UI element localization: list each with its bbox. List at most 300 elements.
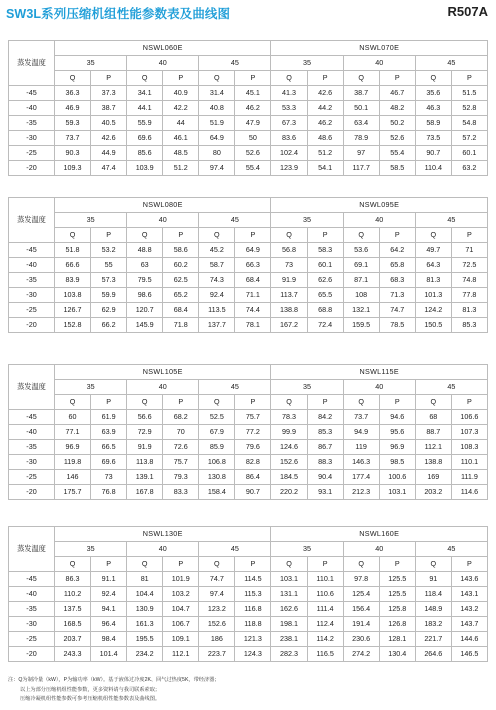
power-value: 48.5 (163, 146, 199, 161)
power-value: 77.8 (451, 288, 487, 303)
power-value: 70 (163, 425, 199, 440)
capacity-value: 88.7 (415, 425, 451, 440)
power-value: 111.4 (307, 602, 343, 617)
capacity-value: 63.4 (343, 116, 379, 131)
power-value: 44.9 (91, 146, 127, 161)
power-value: 86.7 (307, 440, 343, 455)
power-value: 106.6 (451, 410, 487, 425)
capacity-q-header: Q (343, 71, 379, 86)
condensing-temp-header: 45 (199, 56, 271, 71)
capacity-value: 106.8 (199, 455, 235, 470)
condensing-temp-header: 40 (127, 380, 199, 395)
power-value: 48.6 (307, 131, 343, 146)
capacity-q-header: Q (127, 228, 163, 243)
power-p-header: P (379, 71, 415, 86)
power-value: 94.6 (379, 410, 415, 425)
capacity-value: 90.7 (415, 146, 451, 161)
power-value: 44.2 (307, 101, 343, 116)
power-value: 53.2 (91, 243, 127, 258)
capacity-q-header: Q (55, 557, 91, 572)
power-value: 90.4 (307, 470, 343, 485)
power-value: 86.4 (235, 470, 271, 485)
model-header: NSWL060E (55, 41, 271, 56)
power-value: 61.9 (91, 410, 127, 425)
footnote: 注：Q为制冷量（kW），P为输功率（kW）。基于液体过冷度2K、回气过热度5K，带经济器； (8, 677, 220, 683)
capacity-value: 119.8 (55, 455, 91, 470)
condensing-temp-header: 35 (271, 542, 343, 557)
capacity-value: 184.5 (271, 470, 307, 485)
power-value: 71.1 (235, 288, 271, 303)
capacity-value: 99.9 (271, 425, 307, 440)
evaporation-temp-cell: -40 (9, 101, 55, 116)
capacity-value: 63 (127, 258, 163, 273)
power-value: 111.9 (451, 470, 487, 485)
capacity-value: 221.7 (415, 632, 451, 647)
table-row (9, 425, 488, 440)
power-value: 58.6 (163, 243, 199, 258)
capacity-value: 34.1 (127, 86, 163, 101)
power-value: 60.1 (451, 146, 487, 161)
power-value: 130.4 (379, 647, 415, 662)
table-row (9, 572, 488, 587)
capacity-value: 243.3 (55, 647, 91, 662)
capacity-q-header: Q (127, 557, 163, 572)
power-value: 68.4 (163, 303, 199, 318)
capacity-value: 48.8 (127, 243, 163, 258)
capacity-value: 118.4 (415, 587, 451, 602)
condensing-temp-header: 35 (55, 56, 127, 71)
capacity-value: 51.8 (55, 243, 91, 258)
power-value: 72.4 (307, 318, 343, 333)
capacity-value: 137.7 (199, 318, 235, 333)
power-value: 54.8 (451, 116, 487, 131)
evaporation-temp-cell: -25 (9, 470, 55, 485)
capacity-value: 113.8 (127, 455, 163, 470)
capacity-q-header: Q (199, 228, 235, 243)
power-value: 46.1 (163, 131, 199, 146)
power-value: 79.6 (235, 440, 271, 455)
capacity-value: 55.9 (127, 116, 163, 131)
capacity-value: 138.8 (415, 455, 451, 470)
power-value: 110.6 (307, 587, 343, 602)
condensing-temp-header: 35 (55, 380, 127, 395)
capacity-value: 123.2 (199, 602, 235, 617)
evaporation-temp-cell: -30 (9, 455, 55, 470)
capacity-value: 58.7 (199, 258, 235, 273)
power-value: 90.7 (235, 485, 271, 500)
table-row (9, 617, 488, 632)
capacity-value: 73 (271, 258, 307, 273)
power-value: 143.1 (451, 587, 487, 602)
power-value: 63.9 (91, 425, 127, 440)
capacity-value: 167.2 (271, 318, 307, 333)
capacity-value: 238.1 (271, 632, 307, 647)
power-value: 85.3 (307, 425, 343, 440)
evaporation-temp-header: 蒸发温度 (9, 365, 55, 410)
power-value: 58.5 (379, 161, 415, 176)
capacity-q-header: Q (343, 395, 379, 410)
evaporation-temp-cell: -35 (9, 116, 55, 131)
capacity-value: 138.8 (271, 303, 307, 318)
capacity-q-header: Q (343, 228, 379, 243)
condensing-temp-header: 45 (415, 380, 487, 395)
power-value: 110.1 (307, 572, 343, 587)
model-header: NSWL105E (55, 365, 271, 380)
capacity-value: 60 (55, 410, 91, 425)
power-p-header: P (307, 557, 343, 572)
capacity-q-header: Q (271, 395, 307, 410)
capacity-value: 58.9 (415, 116, 451, 131)
capacity-value: 97.8 (343, 572, 379, 587)
power-p-header: P (451, 71, 487, 86)
performance-table (8, 526, 488, 662)
power-value: 69.6 (91, 455, 127, 470)
power-value: 42.6 (307, 86, 343, 101)
capacity-value: 83.6 (271, 131, 307, 146)
power-value: 96.9 (379, 440, 415, 455)
power-value: 40.5 (91, 116, 127, 131)
condensing-temp-header: 40 (127, 542, 199, 557)
capacity-value: 41.3 (271, 86, 307, 101)
capacity-value: 198.1 (271, 617, 307, 632)
capacity-value: 91 (415, 572, 451, 587)
capacity-value: 97 (343, 146, 379, 161)
capacity-value: 67.9 (199, 425, 235, 440)
page-title: SW3L系列压缩机组性能参数表及曲线图 (6, 7, 231, 21)
capacity-value: 152.8 (55, 318, 91, 333)
capacity-value: 109.3 (55, 161, 91, 176)
footnote: 以上为部分压缩机组性能参数，更多资料请与我司联系索取； (20, 686, 161, 693)
power-value: 37.3 (91, 86, 127, 101)
capacity-q-header: Q (271, 228, 307, 243)
table-row (9, 485, 488, 500)
evaporation-temp-cell: -30 (9, 131, 55, 146)
power-p-header: P (451, 228, 487, 243)
capacity-value: 44.1 (127, 101, 163, 116)
capacity-value: 92.4 (199, 288, 235, 303)
capacity-value: 145.9 (127, 318, 163, 333)
table-row (9, 288, 488, 303)
power-value: 114.2 (307, 632, 343, 647)
power-value: 42.2 (163, 101, 199, 116)
model-header: NSWL080E (55, 198, 271, 213)
refrigerant-code: R507A (447, 4, 488, 19)
capacity-value: 97.4 (199, 161, 235, 176)
power-value: 116.5 (307, 647, 343, 662)
power-value: 110.1 (451, 455, 487, 470)
capacity-value: 113.5 (199, 303, 235, 318)
power-value: 68.3 (379, 273, 415, 288)
capacity-value: 264.6 (415, 647, 451, 662)
power-value: 85.3 (451, 318, 487, 333)
power-value: 107.3 (451, 425, 487, 440)
condensing-temp-header: 40 (343, 56, 415, 71)
capacity-value: 102.4 (271, 146, 307, 161)
condensing-temp-header: 45 (199, 542, 271, 557)
evaporation-temp-cell: -25 (9, 146, 55, 161)
capacity-value: 46.9 (55, 101, 91, 116)
power-value: 75.7 (163, 455, 199, 470)
capacity-value: 85.9 (199, 440, 235, 455)
capacity-value: 156.4 (343, 602, 379, 617)
evaporation-temp-cell: -45 (9, 243, 55, 258)
condensing-temp-header: 40 (343, 213, 415, 228)
power-p-header: P (163, 395, 199, 410)
evaporation-temp-cell: -20 (9, 318, 55, 333)
capacity-value: 66.6 (55, 258, 91, 273)
capacity-value: 108 (343, 288, 379, 303)
capacity-value: 97.4 (199, 587, 235, 602)
capacity-value: 94.9 (343, 425, 379, 440)
power-value: 60.1 (307, 258, 343, 273)
capacity-value: 98.6 (127, 288, 163, 303)
power-value: 143.7 (451, 617, 487, 632)
power-p-header: P (307, 71, 343, 86)
capacity-value: 101.3 (415, 288, 451, 303)
power-value: 57.3 (91, 273, 127, 288)
capacity-value: 64.9 (199, 131, 235, 146)
capacity-value: 137.5 (55, 602, 91, 617)
capacity-value: 81 (127, 572, 163, 587)
capacity-value: 49.7 (415, 243, 451, 258)
power-p-header: P (379, 228, 415, 243)
power-p-header: P (235, 557, 271, 572)
capacity-value: 86.3 (55, 572, 91, 587)
evaporation-temp-cell: -20 (9, 161, 55, 176)
power-value: 68.8 (307, 303, 343, 318)
power-p-header: P (235, 395, 271, 410)
capacity-value: 191.4 (343, 617, 379, 632)
capacity-value: 223.7 (199, 647, 235, 662)
power-value: 74.4 (235, 303, 271, 318)
capacity-value: 59.3 (55, 116, 91, 131)
capacity-value: 130.8 (199, 470, 235, 485)
power-value: 94.1 (91, 602, 127, 617)
power-p-header: P (235, 71, 271, 86)
capacity-value: 87.1 (343, 273, 379, 288)
power-value: 109.1 (163, 632, 199, 647)
power-value: 101.9 (163, 572, 199, 587)
evaporation-temp-cell: -35 (9, 273, 55, 288)
capacity-value: 78.3 (271, 410, 307, 425)
power-value: 77.2 (235, 425, 271, 440)
capacity-value: 130.9 (127, 602, 163, 617)
capacity-q-header: Q (415, 228, 451, 243)
capacity-value: 139.1 (127, 470, 163, 485)
capacity-value: 36.3 (55, 86, 91, 101)
condensing-temp-header: 35 (55, 213, 127, 228)
table-row (9, 131, 488, 146)
power-value: 62.9 (91, 303, 127, 318)
power-value: 46.2 (235, 101, 271, 116)
power-value: 91.1 (91, 572, 127, 587)
capacity-value: 203.2 (415, 485, 451, 500)
evaporation-temp-cell: -30 (9, 288, 55, 303)
power-value: 51.2 (163, 161, 199, 176)
capacity-value: 53.3 (271, 101, 307, 116)
power-value: 126.8 (379, 617, 415, 632)
power-value: 125.8 (379, 602, 415, 617)
power-value: 73 (91, 470, 127, 485)
page-header (6, 4, 490, 24)
power-p-header: P (163, 71, 199, 86)
power-value: 68.4 (235, 273, 271, 288)
evaporation-temp-cell: -25 (9, 632, 55, 647)
power-value: 51.5 (451, 86, 487, 101)
capacity-value: 159.5 (343, 318, 379, 333)
capacity-value: 220.2 (271, 485, 307, 500)
capacity-value: 51.9 (199, 116, 235, 131)
capacity-value: 274.2 (343, 647, 379, 662)
power-p-header: P (163, 228, 199, 243)
capacity-value: 183.2 (415, 617, 451, 632)
power-value: 103.2 (163, 587, 199, 602)
capacity-value: 230.6 (343, 632, 379, 647)
capacity-value: 148.9 (415, 602, 451, 617)
capacity-value: 81.3 (415, 273, 451, 288)
performance-table (8, 364, 488, 500)
power-p-header: P (451, 557, 487, 572)
evaporation-temp-cell: -40 (9, 258, 55, 273)
capacity-value: 74.7 (199, 572, 235, 587)
power-p-header: P (91, 395, 127, 410)
evaporation-temp-cell: -40 (9, 425, 55, 440)
capacity-value: 162.6 (271, 602, 307, 617)
power-value: 100.6 (379, 470, 415, 485)
capacity-q-header: Q (199, 557, 235, 572)
capacity-value: 113.7 (271, 288, 307, 303)
power-value: 116.8 (235, 602, 271, 617)
power-value: 71.3 (379, 288, 415, 303)
capacity-value: 126.7 (55, 303, 91, 318)
capacity-q-header: Q (271, 71, 307, 86)
capacity-value: 203.7 (55, 632, 91, 647)
table-row (9, 86, 488, 101)
table-row (9, 243, 488, 258)
model-header: NSWL115E (271, 365, 488, 380)
condensing-temp-header: 45 (415, 56, 487, 71)
power-value: 93.1 (307, 485, 343, 500)
power-p-header: P (451, 395, 487, 410)
power-value: 57.2 (451, 131, 487, 146)
capacity-value: 73.5 (415, 131, 451, 146)
table-row (9, 440, 488, 455)
power-value: 95.6 (379, 425, 415, 440)
capacity-value: 56.6 (127, 410, 163, 425)
capacity-value: 125.4 (343, 587, 379, 602)
power-value: 112.1 (163, 647, 199, 662)
capacity-value: 77.1 (55, 425, 91, 440)
capacity-value: 45.2 (199, 243, 235, 258)
capacity-value: 72.9 (127, 425, 163, 440)
power-value: 63.2 (451, 161, 487, 176)
evaporation-temp-cell: -45 (9, 572, 55, 587)
power-p-header: P (307, 228, 343, 243)
capacity-value: 146.3 (343, 455, 379, 470)
power-value: 143.6 (451, 572, 487, 587)
capacity-q-header: Q (415, 395, 451, 410)
capacity-q-header: Q (271, 557, 307, 572)
capacity-value: 85.6 (127, 146, 163, 161)
power-value: 55.4 (379, 146, 415, 161)
power-value: 65.2 (163, 288, 199, 303)
condensing-temp-header: 45 (199, 213, 271, 228)
power-value: 146.5 (451, 647, 487, 662)
table-row (9, 470, 488, 485)
power-p-header: P (379, 395, 415, 410)
power-value: 143.2 (451, 602, 487, 617)
capacity-value: 52.5 (199, 410, 235, 425)
power-value: 75.7 (235, 410, 271, 425)
capacity-value: 78.9 (343, 131, 379, 146)
capacity-q-header: Q (199, 395, 235, 410)
capacity-value: 74.3 (199, 273, 235, 288)
table-row (9, 647, 488, 662)
table-row (9, 455, 488, 470)
power-value: 125.5 (379, 572, 415, 587)
power-value: 52.6 (379, 131, 415, 146)
power-value: 108.3 (451, 440, 487, 455)
footnotes (8, 676, 488, 705)
power-value: 84.2 (307, 410, 343, 425)
capacity-value: 167.8 (127, 485, 163, 500)
power-value: 55 (91, 258, 127, 273)
condensing-temp-header: 40 (343, 380, 415, 395)
capacity-q-header: Q (343, 557, 379, 572)
power-value: 54.1 (307, 161, 343, 176)
power-value: 48.2 (379, 101, 415, 116)
condensing-temp-header: 40 (127, 56, 199, 71)
table-row (9, 602, 488, 617)
capacity-value: 158.4 (199, 485, 235, 500)
power-value: 83.3 (163, 485, 199, 500)
capacity-value: 120.7 (127, 303, 163, 318)
table-row (9, 632, 488, 647)
power-value: 144.6 (451, 632, 487, 647)
model-header: NSWL130E (55, 527, 271, 542)
power-value: 125.5 (379, 587, 415, 602)
power-p-header: P (91, 228, 127, 243)
capacity-value: 53.6 (343, 243, 379, 258)
capacity-value: 150.5 (415, 318, 451, 333)
table-row (9, 587, 488, 602)
model-header: NSWL070E (271, 41, 488, 56)
capacity-value: 177.4 (343, 470, 379, 485)
performance-table (8, 40, 488, 176)
evaporation-temp-header: 蒸发温度 (9, 198, 55, 243)
capacity-value: 46.3 (415, 101, 451, 116)
table-row (9, 318, 488, 333)
power-value: 38.7 (91, 101, 127, 116)
power-value: 59.9 (91, 288, 127, 303)
evaporation-temp-cell: -35 (9, 602, 55, 617)
capacity-value: 38.7 (343, 86, 379, 101)
power-value: 47.4 (91, 161, 127, 176)
condensing-temp-header: 40 (127, 213, 199, 228)
power-value: 40.9 (163, 86, 199, 101)
power-value: 71.8 (163, 318, 199, 333)
capacity-value: 175.7 (55, 485, 91, 500)
capacity-value: 234.2 (127, 647, 163, 662)
capacity-value: 68 (415, 410, 451, 425)
capacity-value: 104.4 (127, 587, 163, 602)
power-value: 45.1 (235, 86, 271, 101)
power-value: 128.1 (379, 632, 415, 647)
power-value: 50.2 (379, 116, 415, 131)
power-value: 74.7 (379, 303, 415, 318)
power-p-header: P (163, 557, 199, 572)
capacity-value: 195.5 (127, 632, 163, 647)
